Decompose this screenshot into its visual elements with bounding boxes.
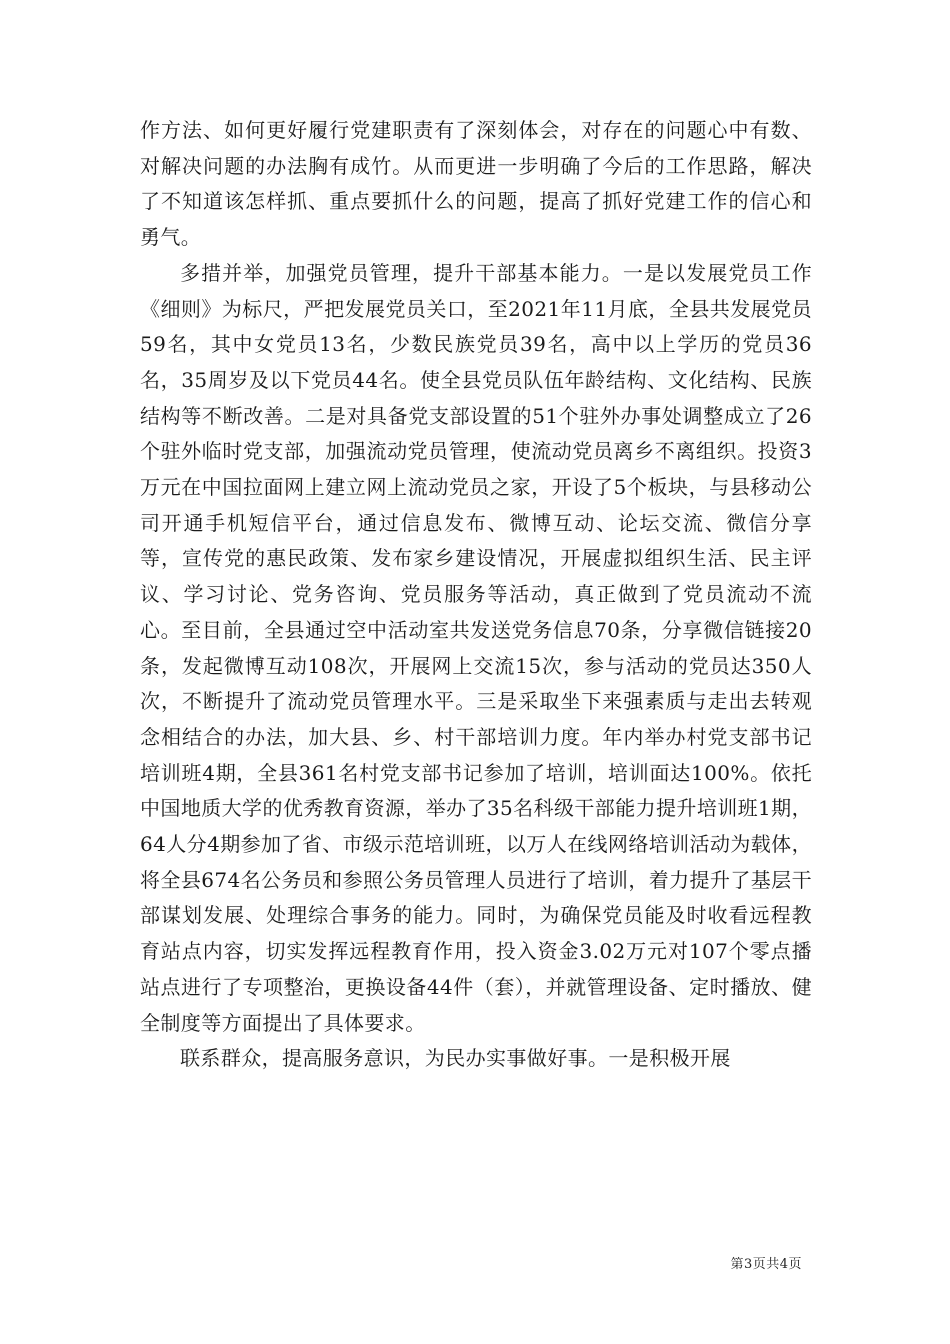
page-number-footer: 第3页共4页: [730, 1257, 802, 1272]
paragraph-continuation: 作方法、如何更好履行党建职责有了深刻体会，对存在的问题心中有数、对解决问题的办法胸有成竹。从而更进一步明确了今后的工作思路，解决了不知道该怎样抓、重点要抓什么的问题，提高了抓好党建工作的信心和勇气。: [140, 118, 812, 250]
body-text: [140, 113, 812, 1077]
paragraph-party-member-management: 多措并举，加强党员管理，提升干部基本能力。一是以发展党员工作《细则》为标尺，严把发展党员关口，至2021年11月底，全县共发展党员59名，其中女党员13名，少数民族党员39名，高中以上学历的党员36名，35周岁及以下党员44名。使全县党员队伍年龄结构、文化结构、民族结构等不断改善。二是对具备党支部设置的51个驻外办事处调整成立了26个驻外临时党支部，加强流动党员管理，使流动党员离乡不离组织。投资3万元在中国拉面网上建立网上流动党员之家，开设了5个板块，与县移动公司开通手机短信平台，通过信息发布、微博互动、论坛交流、微信分享等，宣传党的惠民政策、发布家乡建设情况，开展虚拟组织生活、民主评议、学习讨论、党务咨询、党员服务等活动，真正做到了党员流动不流心。至目前，全县通过空中活动室共发送党务信息70条，分享微信链接20条，发起微博互动108次，开展网上交流15次，参与活动的党员达350人次，不断提升了流动党员管理水平。三是采取坐下来强素质与走出去转观念相结合的办法，加大县、乡、村干部培训力度。年内举办村党支部书记培训班4期，全县361名村党支部书记参加了培训，培训面达100%。依托中国地质大学的优秀教育资源，举办了35名科级干部能力提升培训班1期，64人分4期参加了省、市级示范培训班，以万人在线网络培训活动为载体，将全县674名公务员和参照公务员管理人员进行了培训，着力提升了基层干部谋划发展、处理综合事务的能力。同时，为确保党员能及时收看远程教育站点内容，切实发挥远程教育作用，投入资金3.02万元对107个零点播站点进行了专项整治，更换设备44件（套），并就管理设备、定时播放、健全制度等方面提出了具体要求。: [140, 260, 812, 1035]
paragraph-contact-masses: 联系群众，提高服务意识，为民办实事做好事。一是积极开展: [180, 1046, 731, 1071]
